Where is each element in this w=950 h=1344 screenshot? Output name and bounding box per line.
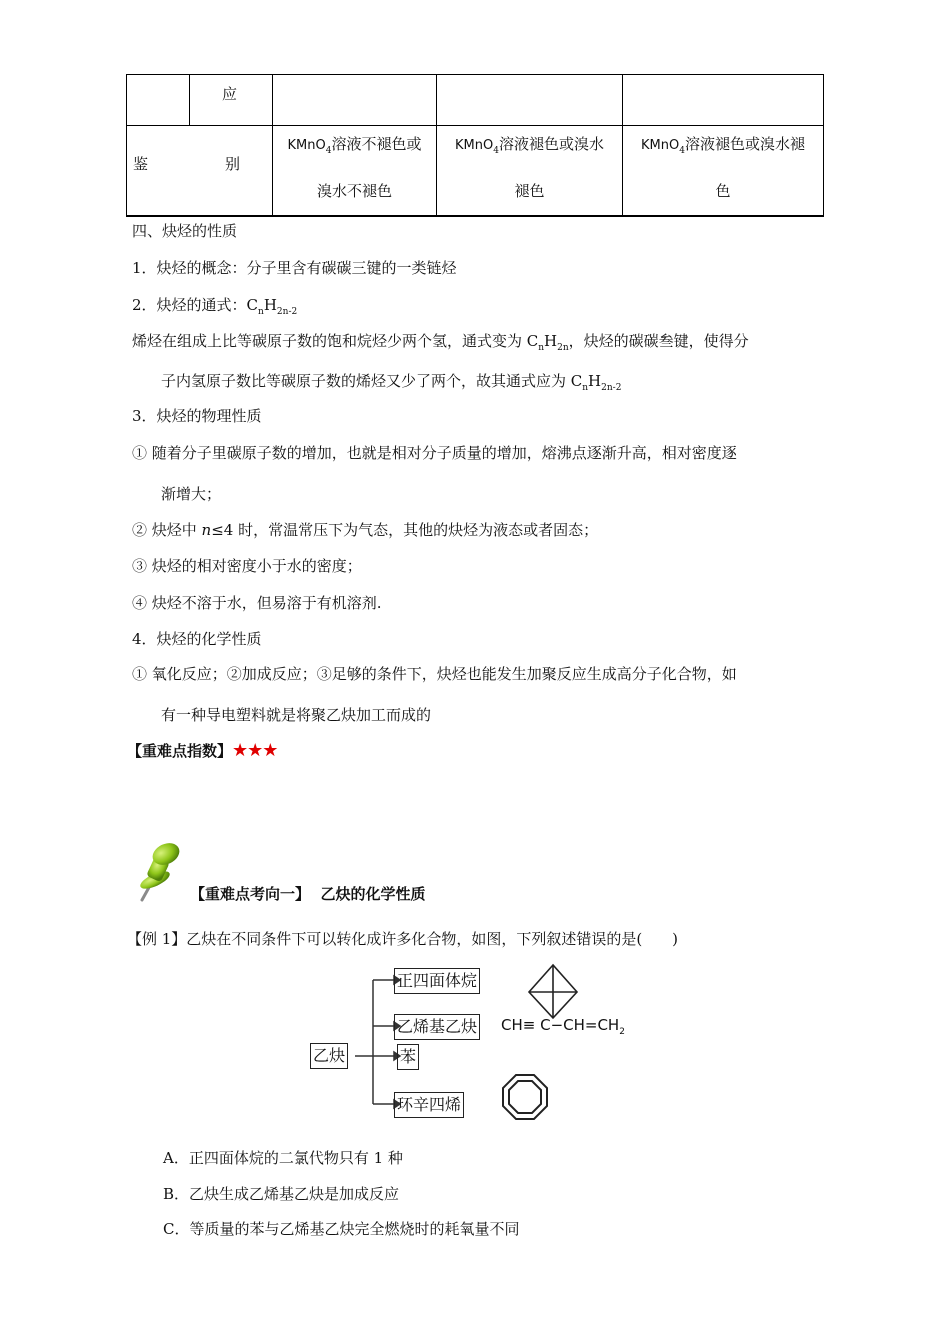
direction-heading [190, 883, 425, 904]
property-line: ① 氧化反应；②加成反应；③足够的条件下，炔烃也能发生加聚反应生成高分子化合物，如 [132, 665, 737, 683]
text: H [588, 372, 602, 390]
table-border-left [126, 74, 127, 216]
cell-text: 溶液褪色或溴水 [498, 135, 604, 153]
property-line: ③ 炔烃的相对密度小于水的密度； [132, 557, 362, 575]
property-line: ① 随着分子里碳原子数的增加，也就是相对分子质量的增加，熔沸点逐渐升高，相对密度逐 [132, 444, 737, 462]
product-box: 正四面体烷 [394, 968, 480, 994]
text: 2．炔烃的通式：C [132, 296, 259, 314]
tetrahedrane-structure [529, 965, 577, 1018]
text: ，炔烃的碳碳叁键，使得分 [568, 332, 749, 350]
option-c: C．等质量的苯与乙烯基乙炔完全燃烧时的耗氧量不同 [163, 1220, 520, 1238]
table-border-bottom [126, 215, 824, 217]
subscript: 4 [679, 146, 685, 156]
table-col-divider-sub [189, 74, 190, 126]
option-a: A．正四面体烷的二氯代物只有 1 种 [163, 1149, 403, 1167]
cell-text: KMnO [641, 138, 680, 153]
italic-n: n [201, 521, 212, 539]
subscript: 4 [493, 146, 499, 156]
text: H [544, 332, 558, 350]
property-line [132, 519, 598, 540]
subscript: 4 [325, 146, 332, 156]
table-cell [273, 124, 436, 211]
formula-text: CH≡ C−CH=CH [501, 1016, 620, 1034]
concept-line: 1．炔烃的概念：分子里含有碳碳三键的一类链烃 [132, 259, 457, 277]
subscript: 2n-2 [276, 307, 298, 317]
table-cell-label: 鉴 [133, 155, 149, 173]
section-heading: 四、炔烃的性质 [132, 222, 238, 240]
product-box: 乙烯基乙炔 [394, 1014, 480, 1040]
star-rating: ★★★ [232, 740, 278, 761]
text: 烯烃在组成上比等碳原子数的饱和烷烃少两个氢，通式变为 C [132, 332, 539, 350]
cell-text: KMnO [287, 138, 326, 153]
table-border-right [823, 74, 824, 216]
subscript: 2n-2 [601, 383, 622, 393]
subscript: 2 [619, 1027, 625, 1037]
subsection-heading: 3．炔烃的物理性质 [132, 407, 262, 425]
direction-label: 【重难点考向一】 [190, 885, 311, 903]
property-line: ④ 炔烃不溶于水，但易溶于有机溶剂. [132, 594, 382, 612]
property-line: 渐增大； [161, 485, 222, 503]
subsection-heading: 4．炔烃的化学性质 [132, 630, 262, 648]
difficulty-label: 【重难点指数】 [127, 742, 233, 760]
table-cell-label: 别 [225, 155, 241, 173]
text: ② 炔烃中 [132, 521, 202, 539]
text: 子内氢原子数比等碳原子数的烯烃又少了两个，故其通式应为 C [161, 372, 583, 390]
product-box: 环辛四烯 [394, 1092, 464, 1118]
explanation-line [132, 330, 749, 353]
text: ≤4 时，常温常压下为气态，其他的炔烃为液态或者固态； [211, 521, 599, 539]
table-cell [623, 124, 823, 211]
subscript: 2n [557, 343, 569, 353]
explanation-line [161, 370, 621, 393]
cyclooctatetraene-structure [503, 1075, 547, 1119]
cell-text: 溶液褪色或溴水褪 [684, 135, 805, 153]
vinylacetylene-formula [501, 1016, 625, 1037]
cell-text: 褪色 [514, 182, 545, 200]
source-box: 乙炔 [310, 1043, 348, 1069]
property-line: 有一种导电塑料就是将聚乙炔加工而成的 [161, 706, 432, 724]
subscript: n [582, 383, 589, 393]
option-b: B．乙炔生成乙烯基乙炔是加成反应 [163, 1185, 400, 1203]
pushpin-icon [128, 840, 186, 906]
subscript: n [538, 343, 545, 353]
product-box: 苯 [397, 1044, 419, 1070]
cell-text: 色 [715, 182, 731, 200]
property-table [126, 74, 824, 216]
formula-line [132, 294, 297, 317]
text: H [263, 296, 277, 314]
cell-text: KMnO [455, 138, 494, 153]
cell-text: 溶液不褪色或 [331, 135, 422, 153]
example-question: 【例 1】乙炔在不同条件下可以转化成许多化合物，如图，下列叙述错误的是( ) [127, 930, 679, 948]
cell-text: 溴水不褪色 [316, 182, 392, 200]
table-cell [437, 124, 622, 211]
subscript: n [258, 307, 264, 317]
difficulty-index [127, 740, 277, 761]
direction-title: 乙炔的化学性质 [320, 885, 426, 903]
table-cell-label: 应 [222, 85, 238, 103]
